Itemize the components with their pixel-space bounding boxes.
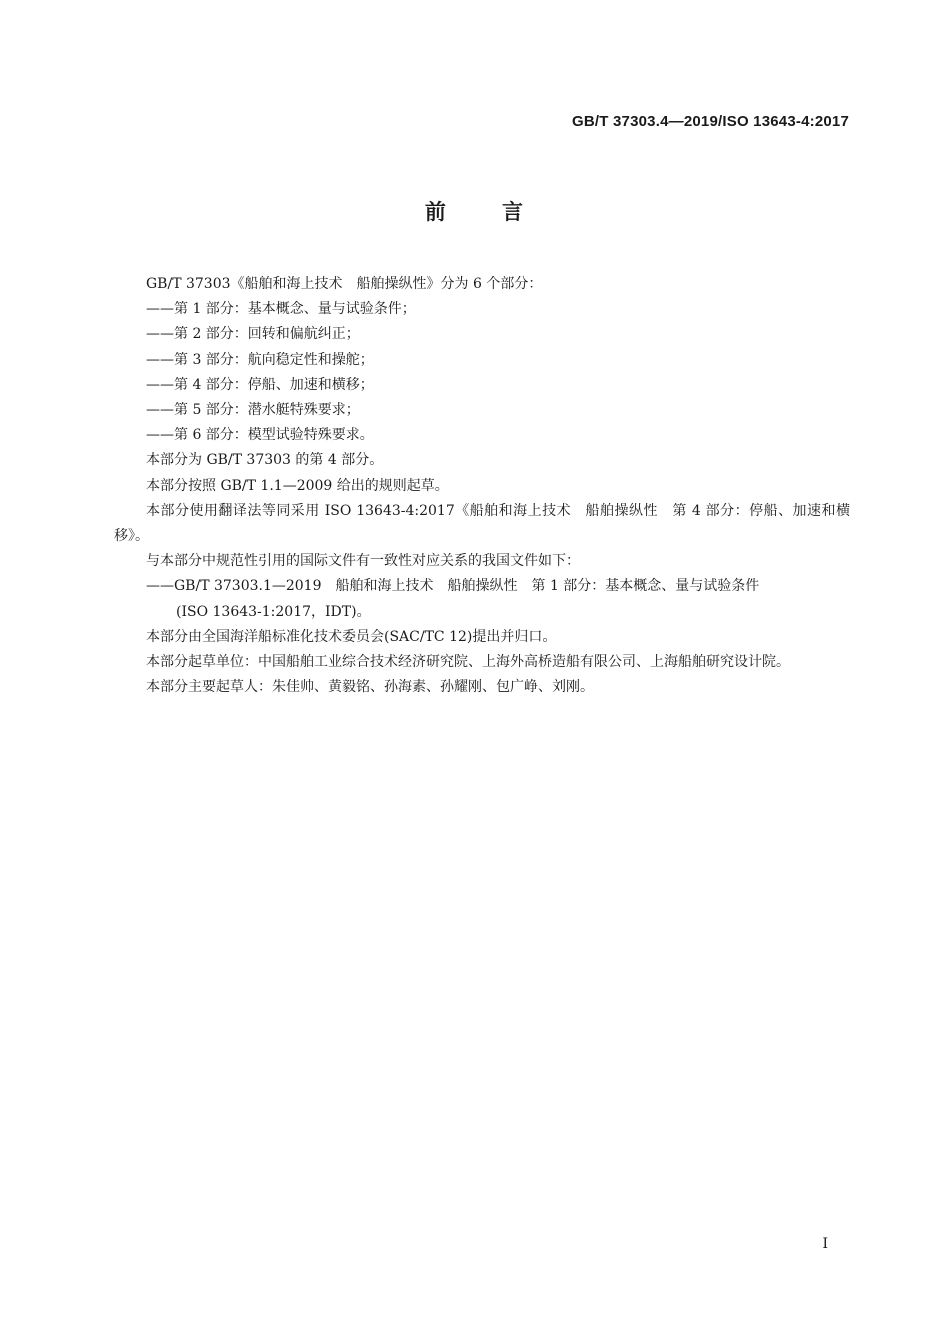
drafters-statement: 本部分主要起草人：朱佳帅、黄毅铭、孙海素、孙耀刚、包广峥、刘刚。 — [146, 679, 594, 696]
standard-code-header: GB/T 37303.4—2019/ISO 13643-4:2017 — [572, 113, 849, 130]
part-list-item-1: ——第 1 部分：基本概念、量与试验条件； — [146, 301, 416, 318]
intro-paragraph: GB/T 37303《船舶和海上技术 船舶操纵性》分为 6 个部分： — [146, 276, 543, 292]
part-list-item-3: ——第 3 部分：航向稳定性和操舵； — [146, 351, 374, 368]
foreword-body — [114, 272, 850, 700]
title-char-2: 言 — [502, 200, 526, 224]
title-char-1: 前 — [424, 200, 448, 224]
part-list-item-2: ——第 2 部分：回转和偏航纠正； — [146, 326, 360, 343]
adoption-statement: 本部分使用翻译法等同采用 ISO 13643-4:2017《船舶和海上技术 船舶操纵性 第 4 部分：停船、加速和横移》。 — [114, 502, 850, 545]
normative-reference-item: ——GB/T 37303.1—2019 船舶和海上技术 船舶操纵性 第 1 部分：基本概念、量与试验条件 — [146, 578, 760, 595]
part-list-item-4: ——第 4 部分：停船、加速和横移； — [146, 376, 374, 393]
part-list-item-5: ——第 5 部分：潜水艇特殊要求； — [146, 402, 360, 419]
drafting-rules-statement: 本部分按照 GB/T 1.1—2009 给出的规则起草。 — [146, 477, 449, 494]
page-number: I — [822, 1236, 828, 1252]
page-title — [0, 196, 950, 226]
proposer-statement: 本部分由全国海洋船标准化技术委员会(SAC/TC 12)提出并归口。 — [146, 628, 557, 645]
drafting-units-statement: 本部分起草单位：中国船舶工业综合技术经济研究院、上海外高桥造船有限公司、上海船舶研究设计院。 — [146, 654, 790, 671]
part-list-item-6: ——第 6 部分：模型试验特殊要求。 — [146, 427, 374, 444]
normative-reference-intro: 与本部分中规范性引用的国际文件有一致性对应关系的我国文件如下： — [146, 553, 580, 570]
normative-reference-item-continuation: (ISO 13643-1:2017，IDT)。 — [176, 603, 371, 620]
part-statement: 本部分为 GB/T 37303 的第 4 部分。 — [146, 452, 384, 469]
